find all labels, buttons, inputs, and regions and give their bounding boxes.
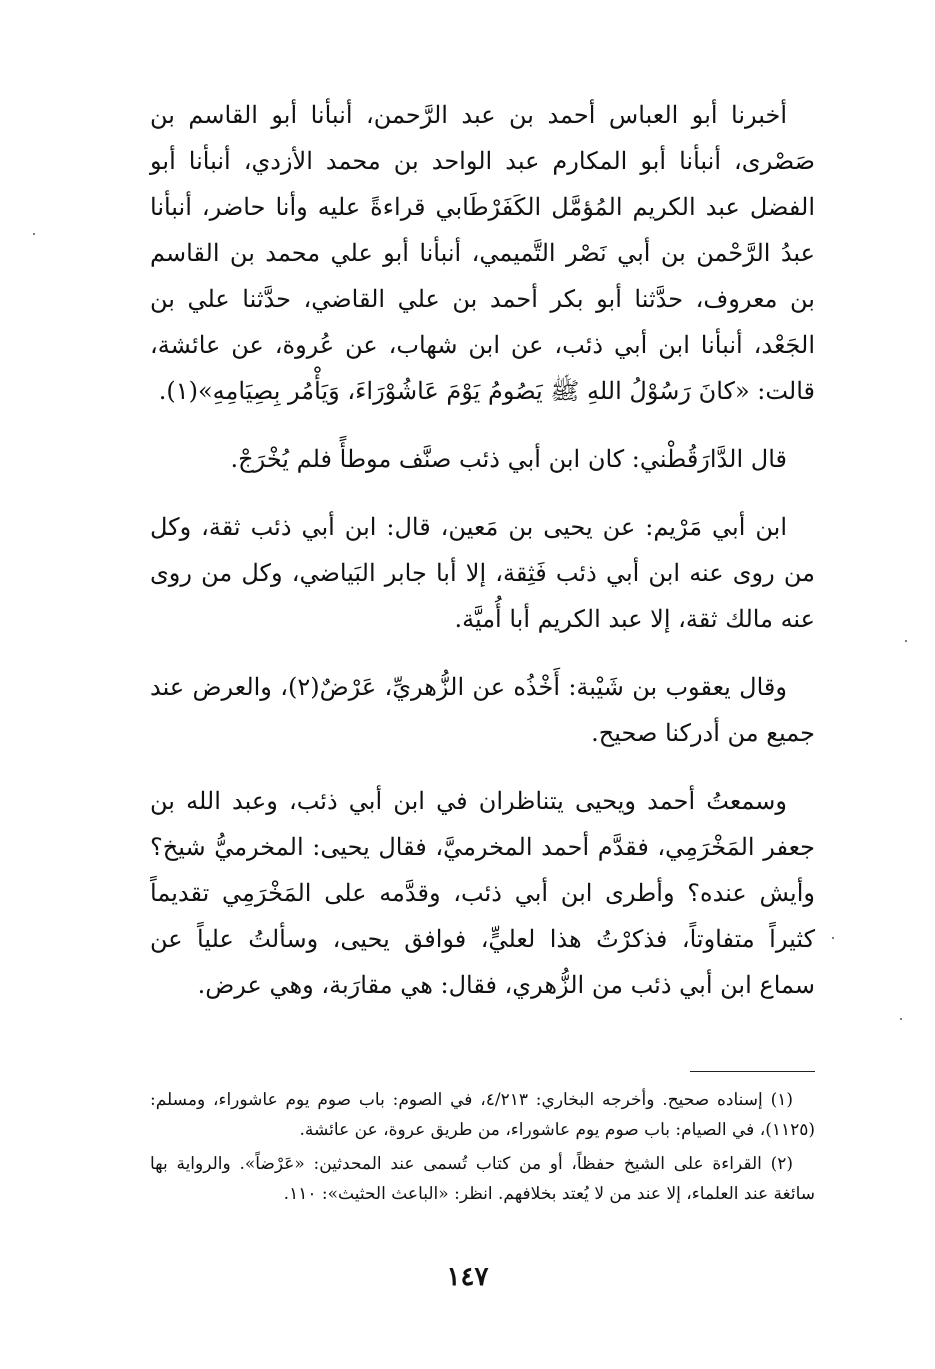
paragraph-gap (150, 414, 815, 436)
footnote-2: (٢) القراءة على الشيخ حفظاً، أو من كتاب تُسمى عند المحدثين: «عَرْضاً». والرواية بها سائغة عند العلماء، إلا عند من لا يُعتد بخلافهم. انظر: «الباعث الحثيث»: ١١٠. (150, 1154, 815, 1204)
paragraph-isnad: أخبرنا أبو العباس أحمد بن عبد الرَّحمن، أنبأنا أبو القاسم بن صَصْرى، أنبأنا أبو المكارم عبد الواحد بن محمد الأزدي، أنبأنا أبو الفضل عبد الكريم المُؤمَّل الكَفَرْطَابي قراءةً عليه وأنا حاضر، أنبأنا عبدُ الرَّحْمن بن أبي نَصْر التَّميمي، أنبأنا أبو علي محمد بن القاسم بن معروف، حدَّثنا أبو بكر أحمد بن علي القاضي، حدَّثنا علي بن الجَعْد، أنبأنا ابن أبي ذئب، عن ابن شهاب، عن عُروة، عن عائشة، قالت: «كانَ رَسُوْلُ اللهِ ﷺ يَصُومُ يَوْمَ عَاشُوْرَاءَ، وَيَأْمُر بِصِيَامِهِ»(١). (150, 101, 815, 405)
paragraph-ahmad-yahya: وسمعتُ أحمد ويحيى يتناظران في ابن أبي ذئب، وعبد الله بن جعفر المَخْرَمِي، فقدَّم أحمد المخرميَّ، فقال يحيى: المخرميُّ شيخ؟ وأيش عنده؟ وأطرى ابن أبي ذئب، وقدَّمه على المَخْرَمِي تقديماً كثيراً متفاوتاً، فذكرْتُ هذا لعليٍّ، فوافق يحيى، وسألتُ علياً عن سماع ابن أبي ذئب من الزُّهري، فقال: هي مقارَبة، وهي عرض. (150, 787, 815, 999)
paragraph-gap (150, 482, 815, 504)
page-number: ١٤٧ (446, 1262, 489, 1292)
scan-speck (900, 1018, 902, 1020)
scan-speck (905, 640, 907, 642)
paragraph-gap (150, 642, 815, 664)
paragraph-gap (150, 756, 815, 778)
scan-speck (33, 233, 35, 235)
paragraph-daraqutni: قال الدَّارَقُطْني: كان ابن أبي ذئب صنَّف موطأً فلم يُخْرَجْ. (230, 445, 787, 473)
paragraph-ibn-abi-maryam: ابن أبي مَرْيم: عن يحيى بن مَعين، قال: ابن أبي ذئب ثقة، وكل من روى عنه ابن أبي ذئب فَثِقة، إلا أبا جابر البَياضي، وكل من روى عنه مالك ثقة، إلا عبد الكريم أبا أُميَّة. (150, 513, 815, 633)
paragraph-yaqub: وقال يعقوب بن شَيْبة: أَخْذُه عن الزُّهريِّ، عَرْضٌ(٢)، والعرض عند جميع من أدركنا صحيح. (150, 673, 815, 747)
scan-speck (832, 937, 834, 939)
footnotes (150, 1085, 815, 1209)
footnote-separator (690, 1071, 815, 1072)
footnote-1: (١) إسناده صحيح. وأخرجه البخاري: ٤/٢١٣، في الصوم: باب صوم يوم عاشوراء، ومسلم: (١١٢٥)، في الصيام: باب صوم يوم عاشوراء، من طريق عروة، عن عائشة. (150, 1090, 815, 1140)
main-text (150, 92, 815, 1008)
